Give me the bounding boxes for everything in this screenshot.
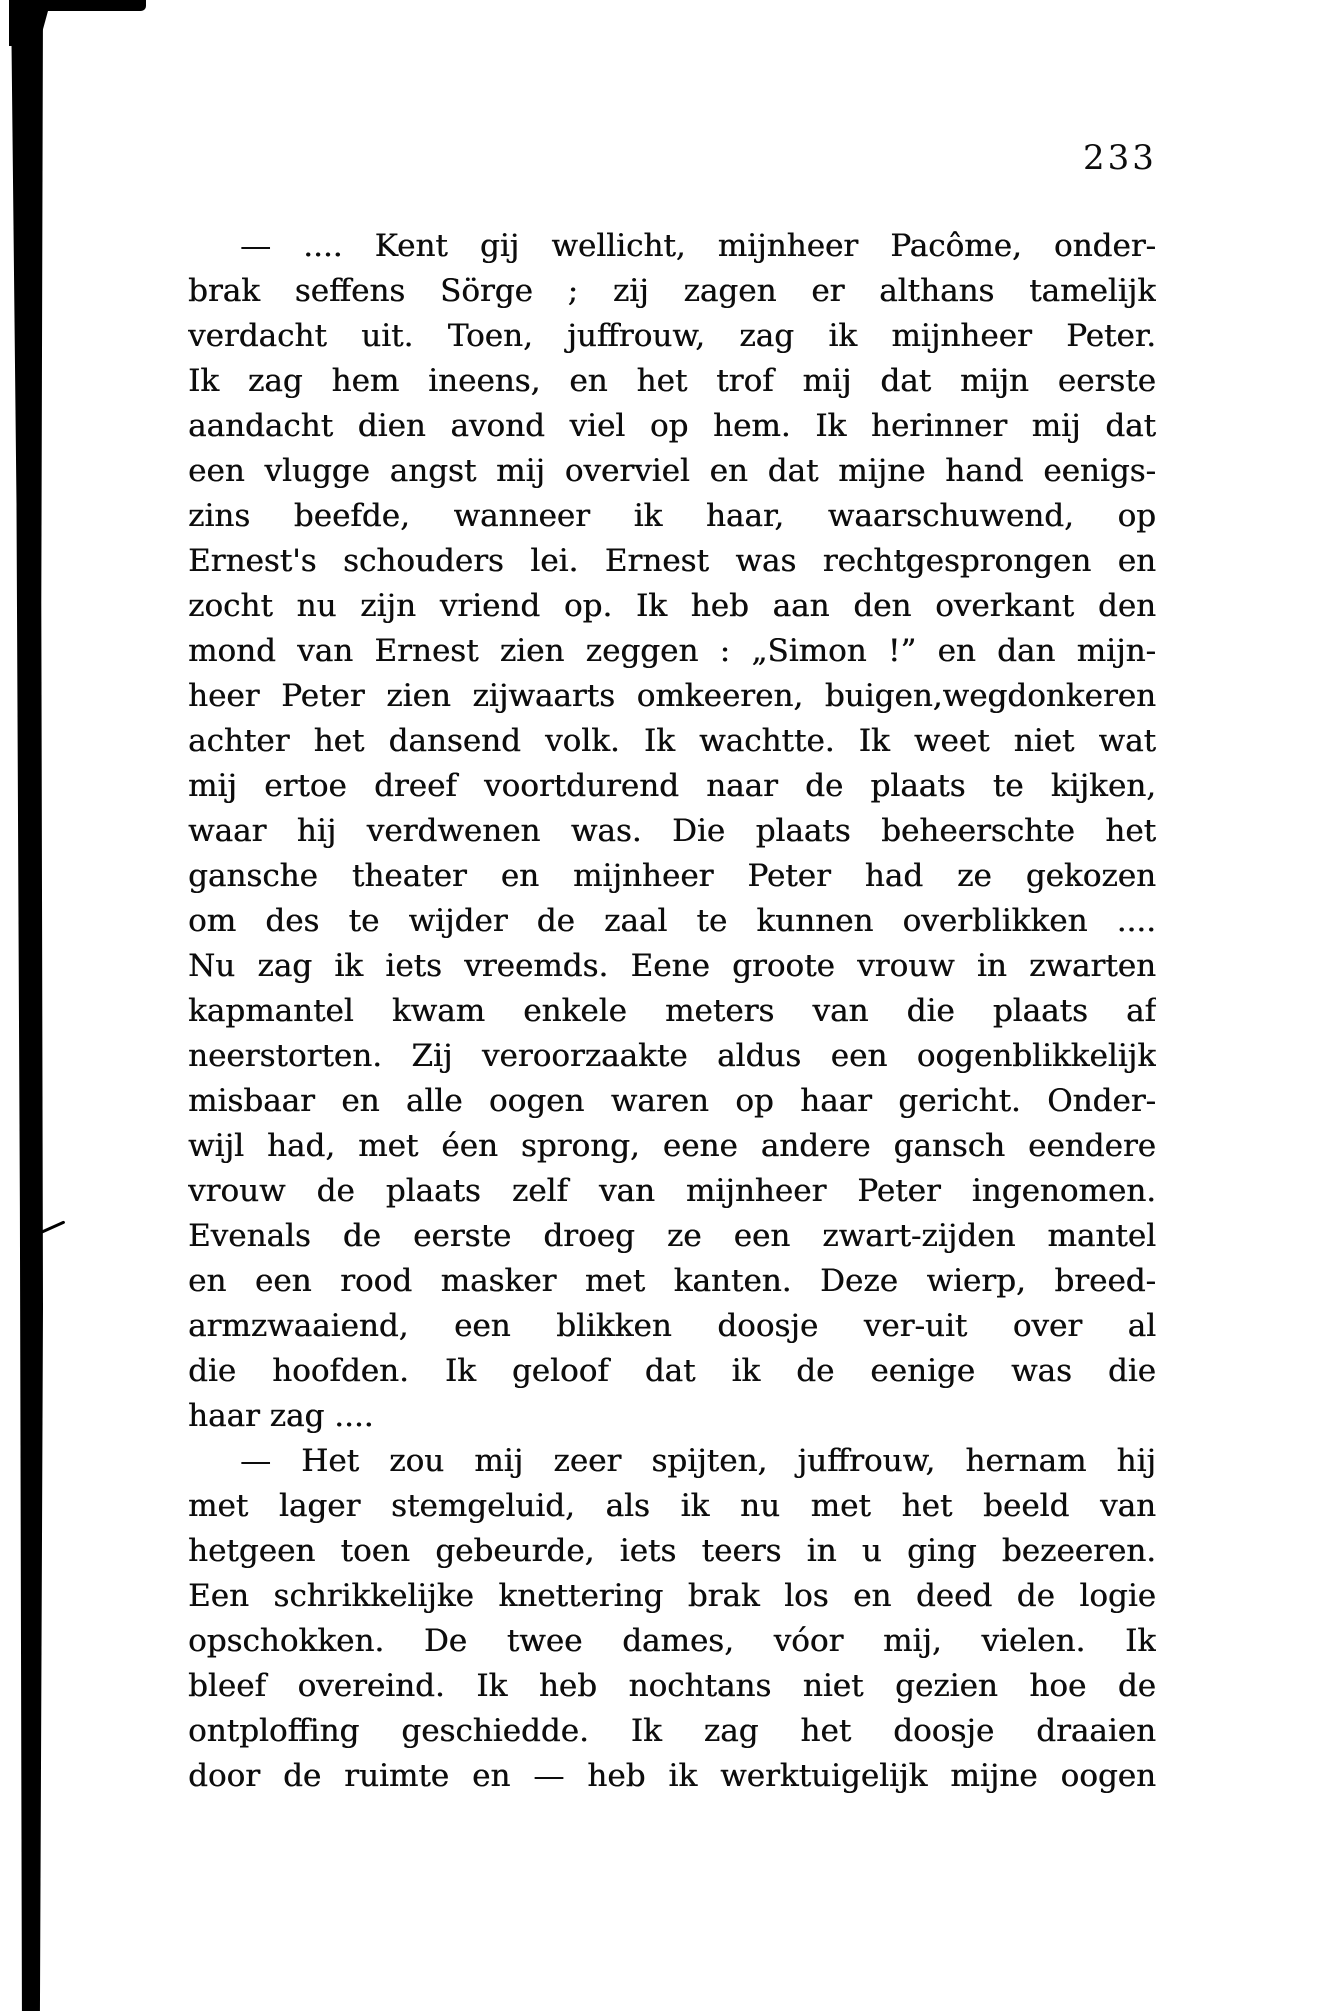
text-line: kapmantel kwam enkele meters van die plaats af: [188, 993, 1156, 1029]
text-line: om des te wijder de zaal te kunnen overblikken ....: [188, 903, 1156, 939]
text-line: ontploffing geschiedde. Ik zag het doosje draaien: [188, 1713, 1156, 1749]
text-line: — .... Kent gij wellicht, mijnheer Pacôme, onder-: [240, 228, 1156, 264]
text-line: Nu zag ik iets vreemds. Eene groote vrouw in zwarten: [188, 948, 1156, 984]
scan-artifact-top-streak: [10, 0, 146, 11]
text-line: opschokken. De twee dames, vóor mij, vielen. Ik: [188, 1623, 1156, 1659]
binding-shadow-bar: [9, 0, 43, 2011]
page-number: 233: [1083, 138, 1157, 178]
text-line: brak seffens Sörge ; zij zagen er althans tamelijk: [188, 273, 1156, 309]
text-line: heer Peter zien zijwaarts omkeeren, buigen,wegdonkeren: [188, 678, 1156, 714]
text-line: haar zag ....: [188, 1398, 374, 1434]
text-line: met lager stemgeluid, als ik nu met het beeld van: [188, 1488, 1156, 1524]
body-text: [188, 224, 1156, 1799]
text-line: Ernest's schouders lei. Ernest was rechtgesprongen en: [188, 543, 1156, 579]
text-line: bleef overeind. Ik heb nochtans niet gezien hoe de: [188, 1668, 1156, 1704]
text-line: mij ertoe dreef voortdurend naar de plaats te kijken,: [188, 768, 1156, 804]
text-line: Een schrikkelijke knettering brak los en deed de logie: [188, 1578, 1156, 1614]
text-line: wijl had, met éen sprong, eene andere gansch eendere: [188, 1128, 1156, 1164]
text-line: Ik zag hem ineens, en het trof mij dat mijn eerste: [188, 363, 1156, 399]
text-line: waar hij verdwenen was. Die plaats beheerschte het: [188, 813, 1156, 849]
text-line: aandacht dien avond viel op hem. Ik herinner mij dat: [188, 408, 1156, 444]
text-line: Evenals de eerste droeg ze een zwart-zijden mantel: [188, 1218, 1156, 1254]
text-line: vrouw de plaats zelf van mijnheer Peter ingenomen.: [188, 1173, 1156, 1209]
text-line: zocht nu zijn vriend op. Ik heb aan den overkant den: [188, 588, 1156, 624]
text-line: een vlugge angst mij overviel en dat mijne hand eenigs-: [188, 453, 1156, 489]
text-line: — Het zou mij zeer spijten, juffrouw, hernam hij: [240, 1443, 1156, 1479]
text-line: die hoofden. Ik geloof dat ik de eenige was die: [188, 1353, 1156, 1389]
text-line: hetgeen toen gebeurde, iets teers in u ging bezeeren.: [188, 1533, 1156, 1569]
text-line: mond van Ernest zien zeggen : „Simon !” en dan mijn-: [188, 633, 1156, 669]
text-line: neerstorten. Zij veroorzaakte aldus een oogenblikkelijk: [188, 1038, 1156, 1074]
text-line: door de ruimte en — heb ik werktuigelijk mijne oogen: [188, 1758, 1156, 1794]
text-line: en een rood masker met kanten. Deze wierp, breed-: [188, 1263, 1156, 1299]
text-line: gansche theater en mijnheer Peter had ze gekozen: [188, 858, 1156, 894]
text-line: misbaar en alle oogen waren op haar gericht. Onder-: [188, 1083, 1156, 1119]
text-line: armzwaaiend, een blikken doosje ver-uit over al: [188, 1308, 1156, 1344]
text-line: zins beefde, wanneer ik haar, waarschuwend, op: [188, 498, 1156, 534]
text-line: achter het dansend volk. Ik wachtte. Ik weet niet wat: [188, 723, 1156, 759]
text-line: verdacht uit. Toen, juffrouw, zag ik mijnheer Peter.: [188, 318, 1156, 354]
